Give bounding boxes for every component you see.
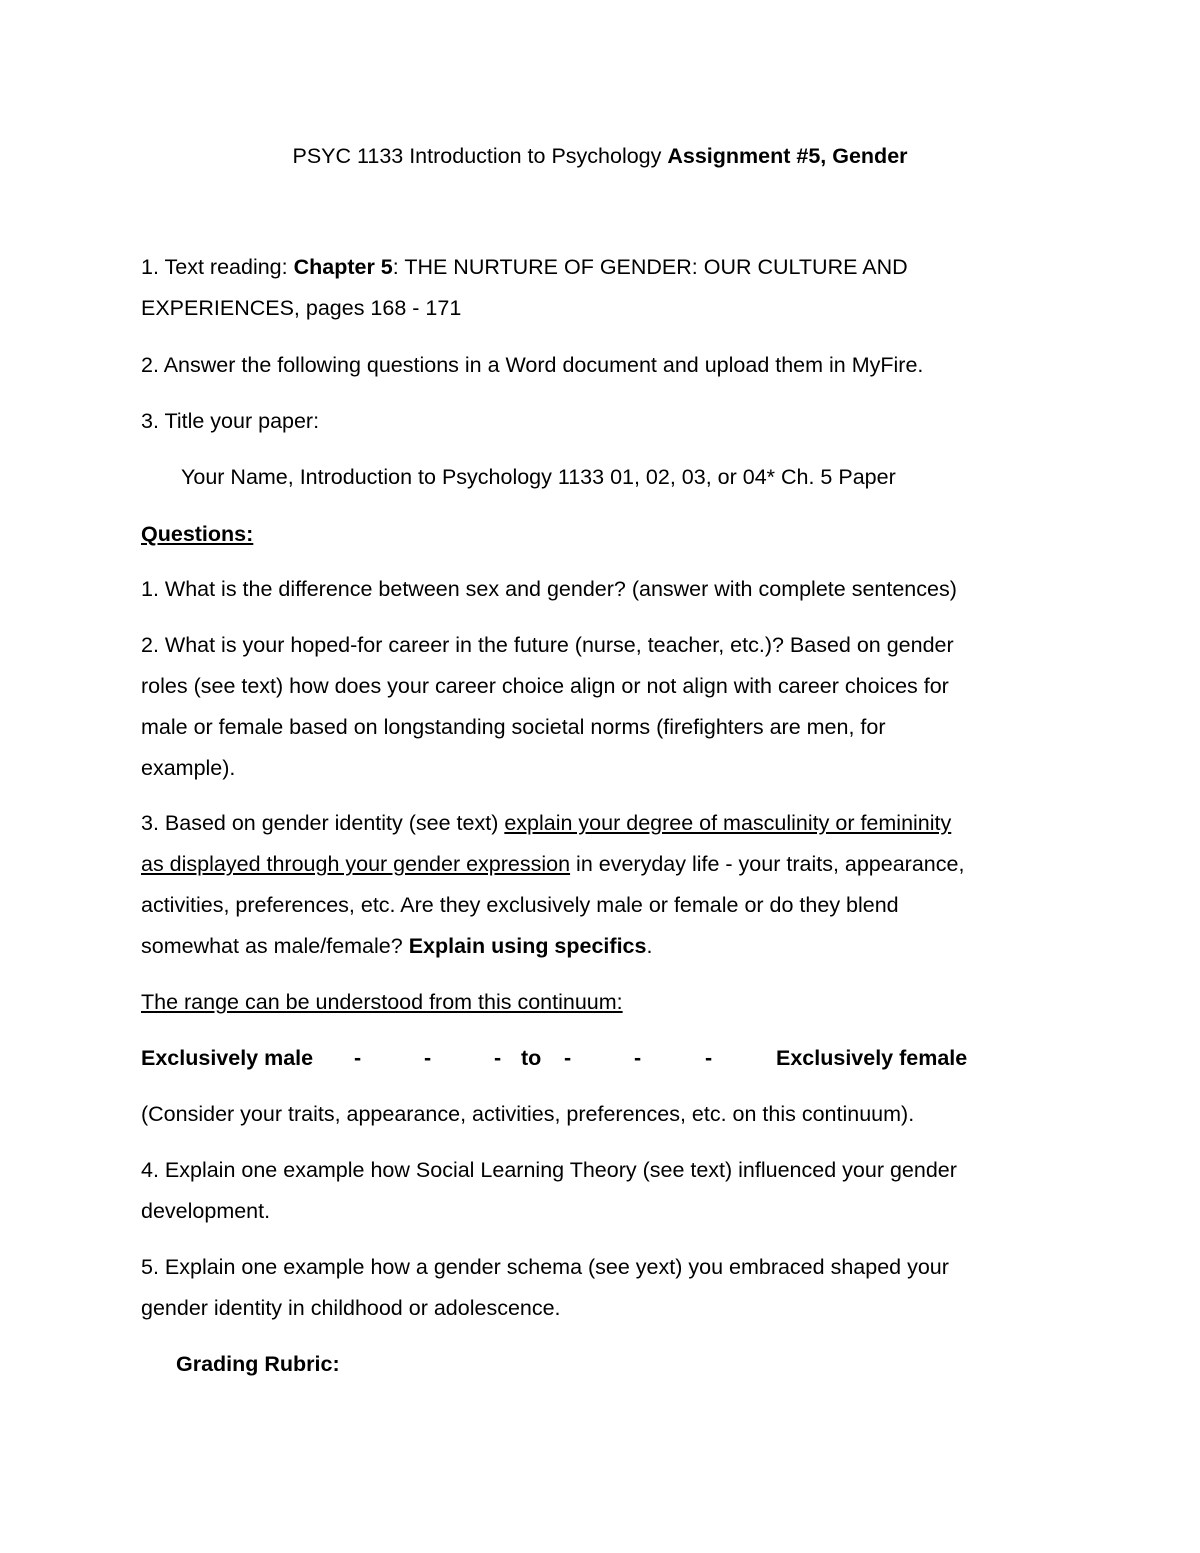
question-3-line-4 bbox=[141, 931, 652, 961]
question-3-underlined-2: as displayed through your gender expression bbox=[141, 852, 571, 876]
question-2-line-4: example). bbox=[141, 756, 236, 780]
question-3-text-2: in everyday life - your traits, appearance, bbox=[570, 852, 965, 876]
continuum-left-label: Exclusively male bbox=[141, 1046, 314, 1070]
continuum-dash: - bbox=[634, 1046, 642, 1070]
question-2-line-3: male or female based on longstanding societal norms (firefighters are men, for bbox=[141, 715, 886, 739]
continuum-dash: - bbox=[424, 1046, 432, 1070]
continuum-right-label: Exclusively female bbox=[776, 1046, 968, 1070]
questions-heading: Questions: bbox=[141, 522, 254, 546]
question-4-line-2: development. bbox=[141, 1199, 271, 1223]
question-5-line-2: gender identity in childhood or adolescence. bbox=[141, 1296, 561, 1320]
paper-title-format: Your Name, Introduction to Psychology 1133 01, 02, 03, or 04* Ch. 5 Paper bbox=[181, 465, 896, 489]
question-2-line-2: roles (see text) how does your career choice align or not align with career choices for bbox=[141, 674, 949, 698]
question-3-line-3: activities, preferences, etc. Are they exclusively male or female or do they blend bbox=[141, 893, 899, 917]
question-3-text: 3. Based on gender identity (see text) bbox=[141, 811, 505, 835]
continuum-note: (Consider your traits, appearance, activities, preferences, etc. on this continuum). bbox=[141, 1102, 915, 1126]
question-3-text-4: somewhat as male/female? bbox=[141, 934, 409, 958]
question-5-line-1: 5. Explain one example how a gender schema (see yext) you embraced shaped your bbox=[141, 1255, 949, 1279]
continuum-dash: - bbox=[494, 1046, 502, 1070]
question-3-emphasis: Explain using specifics bbox=[408, 934, 647, 958]
continuum-dash: - bbox=[705, 1046, 713, 1070]
title-course: PSYC 1133 Introduction to Psychology bbox=[292, 144, 668, 168]
instruction-1-line2: EXPERIENCES, pages 168 - 171 bbox=[141, 296, 462, 320]
grading-rubric-heading: Grading Rubric: bbox=[176, 1352, 340, 1376]
continuum-intro: The range can be understood from this continuum: bbox=[141, 990, 623, 1014]
document-title bbox=[0, 141, 1200, 171]
question-4-line-1: 4. Explain one example how Social Learning Theory (see text) influenced your gender bbox=[141, 1158, 957, 1182]
question-1: 1. What is the difference between sex and gender? (answer with complete sentences) bbox=[141, 577, 957, 601]
continuum-dash: - bbox=[354, 1046, 362, 1070]
continuum-dash: - bbox=[564, 1046, 572, 1070]
instruction-1 bbox=[141, 252, 908, 282]
title-assignment: Assignment #5, Gender bbox=[667, 144, 908, 168]
question-3-period: . bbox=[646, 934, 653, 958]
instruction-1-rest: : THE NURTURE OF GENDER: OUR CULTURE AND bbox=[392, 255, 908, 279]
instruction-1-chapter: Chapter 5 bbox=[293, 255, 393, 279]
question-2-line-1: 2. What is your hoped-for career in the future (nurse, teacher, etc.)? Based on gender bbox=[141, 633, 954, 657]
instruction-2: 2. Answer the following questions in a Word document and upload them in MyFire. bbox=[141, 353, 924, 377]
instruction-1-prefix: 1. Text reading: bbox=[141, 255, 294, 279]
question-3-line-2 bbox=[141, 849, 964, 879]
question-3-line-1 bbox=[141, 808, 951, 838]
question-3-underlined: explain your degree of masculinity or femininity bbox=[504, 811, 952, 835]
instruction-3: 3. Title your paper: bbox=[141, 409, 320, 433]
continuum-middle-label: to bbox=[521, 1046, 542, 1070]
